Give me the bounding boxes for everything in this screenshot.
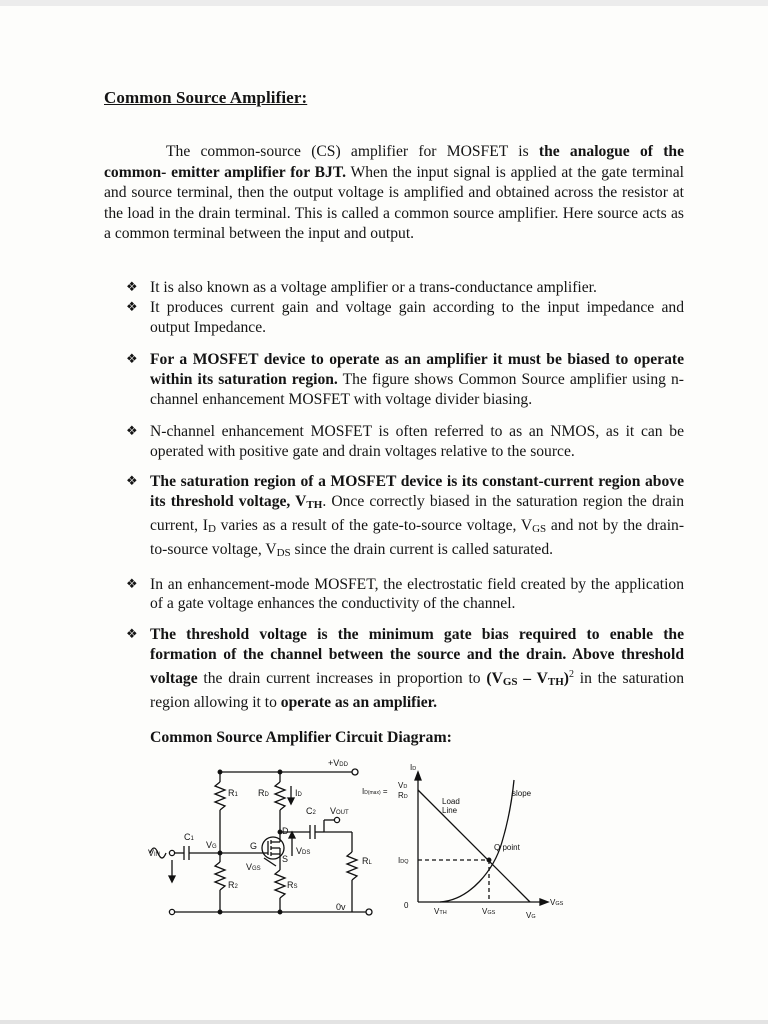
diamond-bullet-icon: ❖	[126, 280, 138, 295]
svg-text:RL: RL	[362, 856, 372, 866]
svg-text:G: G	[250, 841, 258, 851]
bullet-nmos: ❖ N-channel enhancement MOSFET is often referred to as an NMOS, as it can be operated with positive gate and drain voltages relative to the source.	[126, 422, 684, 460]
intro-paragraph: The common-source (CS) amplifier for MOSFET is the analogue of the common- emitter amplifier for BJT. When the input signal is applied at the gate terminal and source terminal, then the output voltage is amplified and obtained across the resistor at the load in the drain terminal. This is called a common source amplifier. Here source acts as a common terminal between the input and output.	[104, 143, 684, 243]
bullet-current-gain: ❖ It produces current gain and voltage gain according to the input impedance and output Impedance.	[126, 298, 684, 336]
bullet-enhancement-mode: ❖ In an enhancement-mode MOSFET, the electrostatic field created by the application of a gate voltage enhances the conductivity of the channel.	[126, 575, 684, 613]
svg-text:VGS: VGS	[482, 907, 496, 916]
circuit-diagram	[144, 752, 584, 932]
svg-text:Load: Load	[442, 797, 460, 806]
svg-text:IDQ: IDQ	[398, 856, 409, 865]
svg-text:C1: C1	[184, 832, 194, 842]
bullet-list	[126, 278, 684, 712]
bullet-biasing: ❖ For a MOSFET device to operate as an amplifier it must be biased to operate within its saturation region. The figure shows Common Source amplifier using n-channel enhancement MOSFET with voltage divider biasing.	[126, 351, 684, 408]
bullet-saturation: ❖ The saturation region of a MOSFET device is its constant-current region above its threshold voltage, VTH. Once correctly biased in the saturation region the drain current, ID varies as a result of the gate-to-source voltage, VGS and not by the drain-to-source voltage, VDS since the drain current is called saturated.	[126, 473, 685, 559]
top-edge	[0, 0, 768, 6]
diamond-bullet-icon: ❖	[126, 627, 138, 643]
svg-text:0v: 0v	[336, 902, 346, 912]
bullet-threshold-voltage: ❖ The threshold voltage is the minimum gate bias required to enable the formation of the channel between the source and the drain. Above threshold voltage the drain current increases in proportion to (VGS – VTH)$^2$ in the saturation region allowing it to operate as an amplifier.	[126, 626, 684, 711]
svg-text:slope: slope	[512, 789, 532, 798]
section-title: Common Source Amplifier:	[104, 88, 308, 107]
svg-text:VG: VG	[206, 840, 217, 850]
svg-text:R2: R2	[228, 880, 238, 890]
svg-text:VG: VG	[526, 911, 536, 920]
svg-text:ID: ID	[295, 788, 302, 798]
diagram-title: Common Source Amplifier Circuit Diagram:	[150, 729, 452, 746]
svg-text:Q point: Q point	[494, 843, 520, 852]
bullet-voltage-amplifier: ❖ It is also known as a voltage amplifier or a trans-conductance amplifier.	[126, 279, 597, 296]
svg-text:R1: R1	[228, 788, 238, 798]
svg-text:VGS: VGS	[550, 898, 564, 907]
svg-text:ID(max) =: ID(max) =	[362, 787, 388, 796]
svg-text:C2: C2	[306, 806, 316, 816]
diamond-bullet-icon: ❖	[126, 576, 138, 592]
diamond-bullet-icon: ❖	[126, 423, 138, 439]
svg-text:ID: ID	[410, 763, 417, 772]
diamond-bullet-icon: ❖	[126, 474, 138, 490]
svg-text:+VDD: +VDD	[328, 758, 348, 768]
svg-text:VGS: VGS	[246, 862, 261, 872]
svg-text:RD: RD	[258, 788, 269, 798]
diamond-bullet-icon: ❖	[126, 299, 138, 315]
svg-text:0: 0	[404, 901, 409, 910]
svg-text:VTH: VTH	[434, 907, 447, 916]
svg-text:RD: RD	[398, 791, 408, 800]
svg-text:VIN: VIN	[148, 848, 161, 858]
diamond-bullet-icon: ❖	[126, 352, 138, 368]
svg-text:Line: Line	[442, 806, 458, 815]
svg-text:D: D	[282, 826, 289, 836]
svg-text:RS: RS	[287, 880, 298, 890]
svg-text:S: S	[282, 854, 289, 864]
svg-text:VDS: VDS	[296, 846, 311, 856]
svg-text:VD: VD	[398, 781, 408, 790]
svg-text:VOUT: VOUT	[330, 806, 349, 816]
bottom-edge	[0, 1020, 768, 1024]
